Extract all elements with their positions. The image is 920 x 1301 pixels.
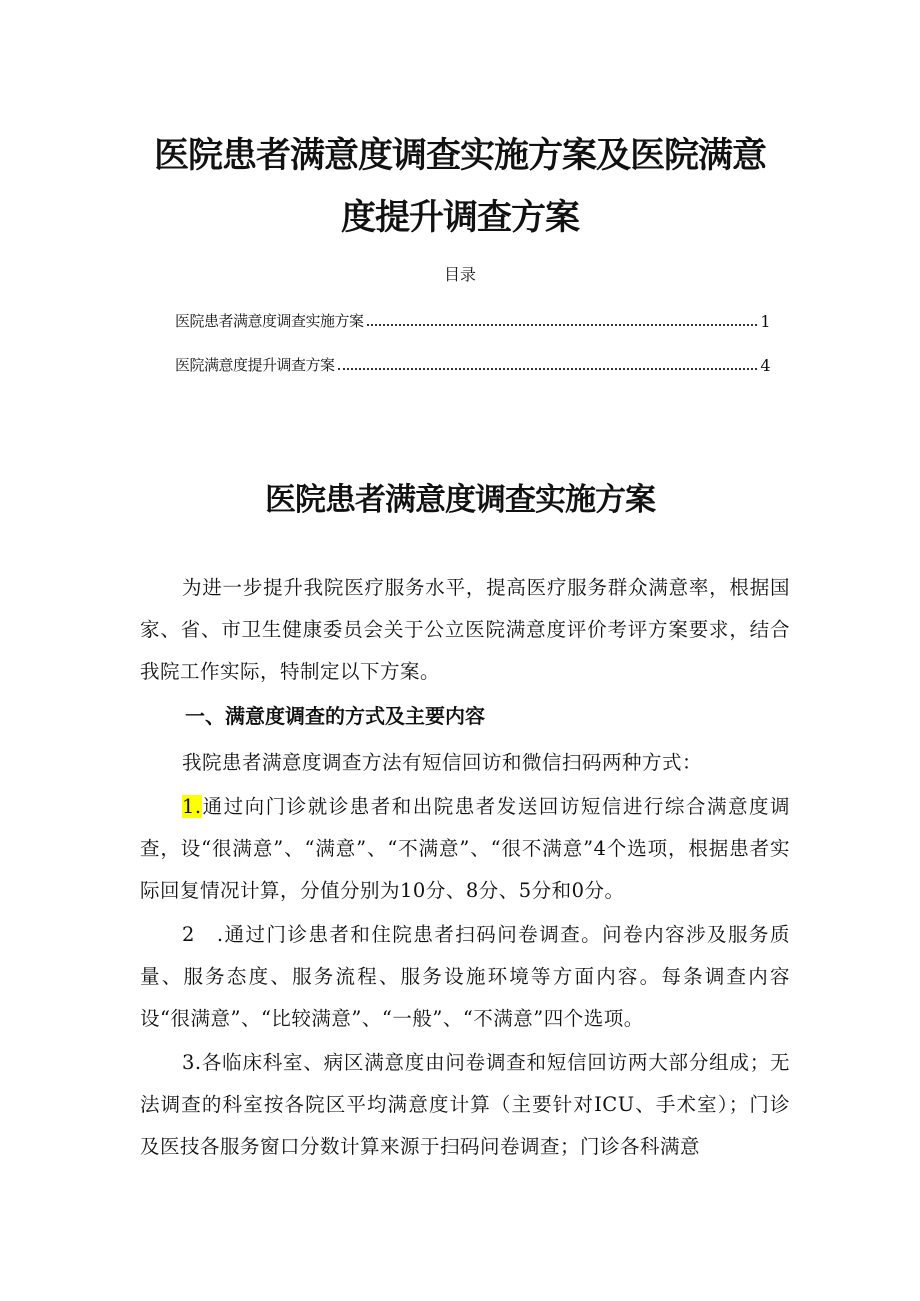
toc-heading: 目录 xyxy=(443,265,476,284)
toc-entry-text: 医院患者满意度调查实施方案 xyxy=(175,312,364,330)
document-title-line2: 度提升调查方案 xyxy=(340,198,579,238)
item-2-paragraph: 2 .通过门诊患者和住院患者扫码问卷调查。问卷内容涉及服务质量、服务态度、服务流程、服务设施环境等方面内容。每条调查内容设“很满意”、“比较满意”、“一般”、“不满意”四个选项。 xyxy=(140,923,790,1030)
toc-page-number: 4 xyxy=(760,356,770,375)
section-title: 医院患者满意度调查实施方案 xyxy=(265,482,655,518)
document-title-line1: 医院患者满意度调查实施方案及医院满意 xyxy=(153,136,766,176)
intro-paragraph: 为进一步提升我院医疗服务水平，提高医疗服务群众满意率，根据国家、省、市卫生健康委员会关于公立医院满意度评价考评方案要求，结合我院工作实际，特制定以下方案。 xyxy=(140,576,790,683)
toc-leader-dots xyxy=(338,368,758,370)
toc-entry-1[interactable] xyxy=(175,310,770,331)
method-intro-paragraph: 我院患者满意度调查方法有短信回访和微信扫码两种方式： xyxy=(182,751,703,774)
item-1-text: 通过向门诊就诊患者和出院患者发送回访短信进行综合满意度调查，设“很满意”、“满意”、“不满意”、“很不满意”4个选项，根据患者实际回复情况计算，分值分别为10分、8分、5分和0分。 xyxy=(140,795,790,902)
section-heading-1: 一、满意度调查的方式及主要内容 xyxy=(185,704,485,728)
toc-page-number: 1 xyxy=(760,312,770,331)
item-1-paragraph xyxy=(140,786,790,912)
item-1-number-highlight: 1. xyxy=(182,795,202,818)
toc-entry-2[interactable] xyxy=(175,354,770,375)
item-3-paragraph: 3.各临床科室、病区满意度由问卷调查和短信回访两大部分组成；无法调查的科室按各院区平均满意度计算（主要针对ICU、手术室）；门诊及医技各服务窗口分数计算来源于扫码问卷调查；门诊各科满意 xyxy=(140,1051,790,1158)
toc-entry-text: 医院满意度提升调查方案 xyxy=(175,356,335,374)
toc-leader-dots xyxy=(367,324,758,326)
